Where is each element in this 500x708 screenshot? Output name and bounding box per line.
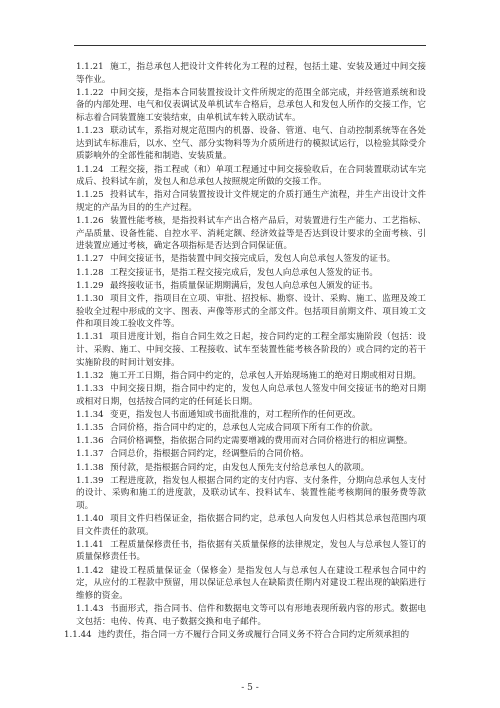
clause-text: 工程交接证书，是指工程交接完成后，发包人向总承包人签发的证书。 (110, 267, 378, 278)
clause-number: 1.1.22 (76, 87, 104, 98)
clause-paragraph (76, 513, 426, 538)
clause-number: 1.1.39 (76, 475, 104, 486)
clause-paragraph (76, 87, 426, 125)
clause-paragraph (76, 293, 426, 331)
clause-text: 项目文件归档保证金，指依据合同约定，总承包人向发包人归档其总承包范围内项目文件责任的款项。 (76, 514, 426, 537)
clause-paragraph (76, 331, 426, 369)
clause-text: 投料试车，指对合同装置按设计文件规定的介质打通生产流程，并生产出设计文件规定的产品为目的的生产过程。 (76, 190, 426, 213)
clause-paragraph (76, 280, 426, 293)
clause-paragraph (76, 253, 426, 266)
clause-text: 建设工程质量保证金（保修金）是指发包人与总承包人在建设工程承包合同中约定，从应付的工程款中预留，用以保证总承包人在缺陷责任期内对建设工程出现的缺陷进行维修的资金。 (76, 565, 426, 601)
clause-number: 1.1.44 (64, 629, 92, 640)
clause-paragraph (76, 125, 426, 163)
clause-text: 中间交接日期，指合同中约定的，发包人向总承包人签发中间交接证书的绝对日期或相对日期，包括按合同约定的任何延长日期。 (76, 383, 426, 407)
clause-paragraph (76, 164, 426, 189)
clause-text: 项目文件，指项目在立项、审批、招投标、勘察、设计、采购、施工、监理及竣工验收全过程中形成的文字、图表、声像等形式的全部文件。包括项目前期文件、项目竣工文件和项目竣工验收文件等。 (76, 294, 426, 330)
clause-text: 合同价格，指合同中约定的，总承包人完成合同项下所有工作的价款。 (110, 422, 378, 433)
clause-text: 书面形式，指合同书、信件和数据电文等可以有形地表现所载内容的形式。数据电文包括：电传、传真、电子数据交换和电子邮件。 (76, 604, 426, 627)
clause-text: 施工，指总承包人把设计文件转化为工程的过程，包括土建、安装及通过中间交接等作业。 (76, 62, 426, 85)
clause-paragraph (76, 539, 426, 564)
clause-text: 违约责任，指合同一方不履行合同义务或履行合同义务不符合合同约定所须承担的 (98, 629, 410, 640)
clause-number: 1.1.38 (76, 462, 104, 473)
clause-paragraph (76, 409, 426, 422)
clause-number: 1.1.37 (76, 449, 104, 460)
clause-text: 合同总价，指根据合同约定，经调整后的合同价格。 (110, 449, 309, 460)
clause-number: 1.1.40 (76, 514, 104, 525)
clause-number: 1.1.34 (76, 409, 104, 420)
clause-number: 1.1.35 (76, 422, 104, 433)
clause-text: 装置性能考核，是指投料试车产出合格产品后，对装置进行生产能力、工艺指标、产品质量、设备性能、自控水平、消耗定额、经济效益等是否达到设计要求的全面考核、引进装置应通过考核，确定各项指标是否达到合同保证值。 (76, 216, 426, 252)
clause-number: 1.1.31 (76, 332, 104, 343)
clause-text: 合同价格调整，指依据合同约定需要增减的费用而对合同价格进行的相应调整。 (110, 436, 413, 447)
clause-number: 1.1.23 (76, 126, 104, 137)
clause-number: 1.1.28 (76, 267, 104, 278)
page-number: - 5 - (241, 683, 259, 693)
clause-number: 1.1.27 (76, 254, 104, 265)
clause-paragraph (76, 267, 426, 280)
clause-paragraph (76, 383, 426, 408)
clause-paragraph (76, 422, 426, 435)
clause-number: 1.1.26 (76, 216, 104, 227)
clause-text: 最终接收证书，指质量保证期期满后，发包人向总承包人颁发的证书。 (110, 280, 378, 291)
clause-text: 工程交接，指工程或（和）单项工程通过中间交接验收后，在合同装置联动试车完成后、投料试车前，发包人和总承包人按照规定所做的交接工作。 (76, 164, 426, 188)
clause-number: 1.1.21 (76, 62, 104, 72)
clause-paragraph (76, 462, 426, 475)
header-rule (74, 45, 426, 46)
clause-number: 1.1.32 (76, 370, 104, 381)
clause-number: 1.1.33 (76, 383, 104, 394)
clause-paragraph (76, 448, 426, 461)
clause-paragraph (76, 215, 426, 253)
clause-paragraph (76, 61, 426, 86)
clause-number: 1.1.25 (76, 190, 104, 201)
clause-number: 1.1.43 (76, 604, 104, 614)
clause-text: 变更，指发包人书面通知或书面批准的，对工程所作的任何更改。 (110, 409, 361, 420)
clause-paragraph (76, 603, 426, 628)
clause-text: 中间交接证书，是指装置中间交接完成后，发包人向总承包人签发的证书。 (110, 254, 396, 265)
clause-number: 1.1.29 (76, 280, 104, 291)
document-body (64, 61, 426, 642)
clause-paragraph (76, 475, 426, 513)
clause-text: 联动试车，系指对规定范围内的机器、设备、管道、电气、自动控制系统等在各处达到试车标准后，以水、空气、部分实物料等为介质所进行的模拟试运行，以检验其除受介质影响外的全部性能和制造、安装质量。 (76, 126, 426, 162)
clause-number: 1.1.30 (76, 294, 104, 305)
clause-number: 1.1.42 (76, 565, 104, 576)
clause-text: 工程进度款，指发包人根据合同约定的支付内容、支付条件，分期向总承包人支付的设计、采购和施工的进度款，及联动试车、投料试车、装置性能考核期间的服务费等款项。 (76, 475, 426, 511)
clause-paragraph (76, 189, 426, 214)
clause-text: 工程质量保修责任书，指依据有关质量保修的法律规定，发包人与总承包人签订的质量保修责任书。 (76, 539, 426, 563)
clause-text: 预付款，是指根据合同约定，由发包人预先支付给总承包人的款项。 (110, 462, 370, 473)
clause-text: 施工开工日期，指合同中约定的，总承包人开始现场施工的绝对日期或相对日期。 (110, 370, 422, 381)
clause-number: 1.1.24 (76, 164, 104, 175)
clause-text: 中间交接，是指本合同装置按设计文件所规定的范围全部完成，并经管道系统和设备的内部处理、电气和仪表调试及单机试车合格后，总承包人和发包人所作的交接工作，它标志着合同装置施工安装结束，由单机试车转入联动试车。 (76, 87, 426, 123)
clause-paragraph (76, 565, 426, 603)
clause-number: 1.1.36 (76, 436, 104, 447)
clause-text: 项目进度计划，指自合同生效之日起，按合同约定的工程全部实施阶段（包括：设计、采购、施工、中间交接、工程接收、试车至装置性能考核各阶段的）或合同约定的若干实施阶段的时间计划安排。 (76, 332, 426, 368)
clause-number: 1.1.41 (76, 539, 104, 550)
clause-paragraph (76, 370, 426, 383)
clause-paragraph (76, 435, 426, 448)
clause-paragraph (64, 629, 426, 642)
